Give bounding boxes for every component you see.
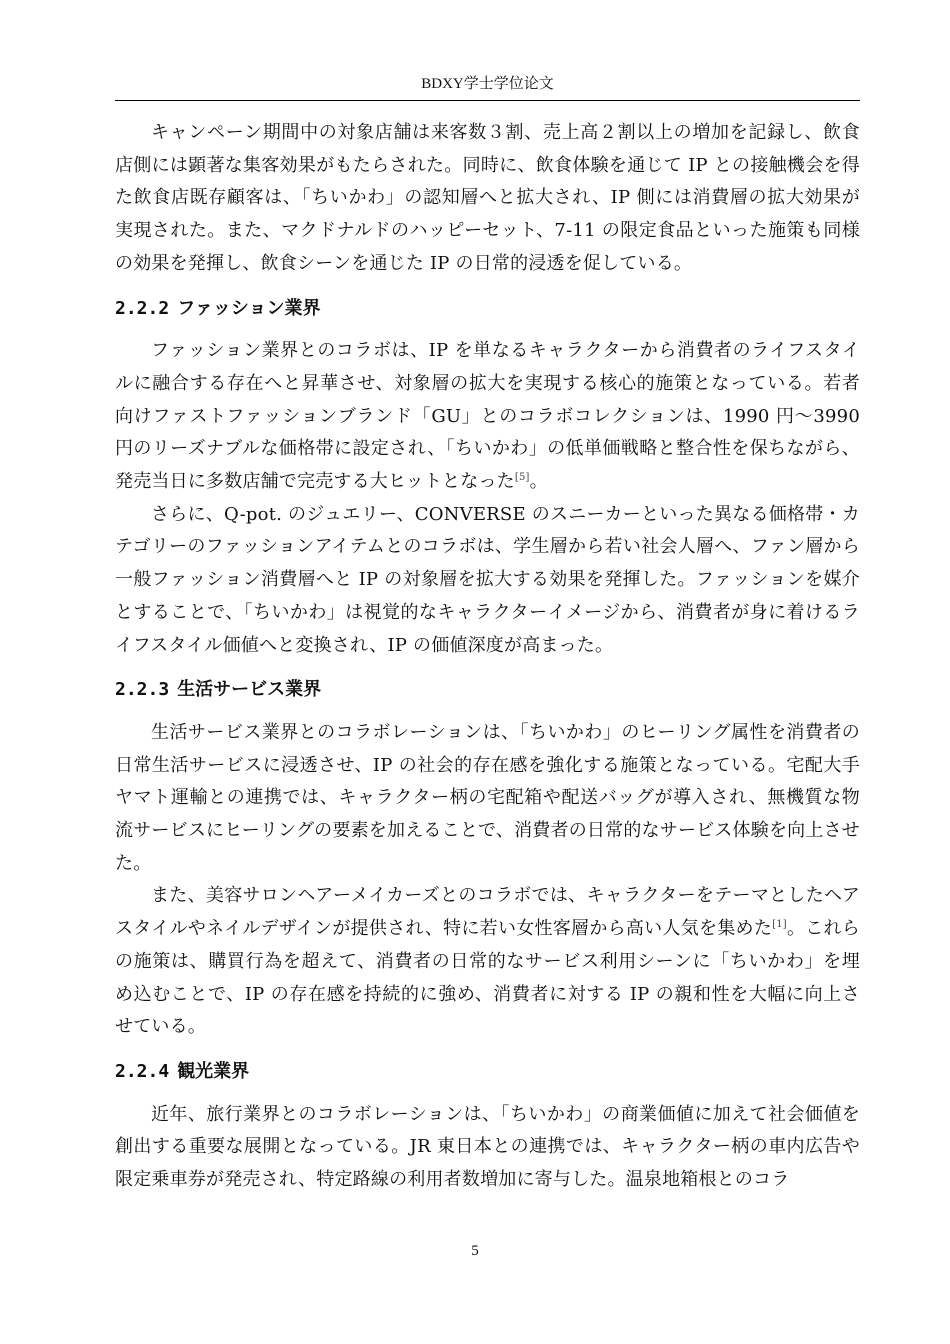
page-body	[115, 117, 860, 1197]
services-paragraph-1: 生活サービス業界とのコラボレーションは、「ちいかわ」のヒーリング属性を消費者の日常生活サービスに浸透させ、IP の社会的存在感を強化する施策となっている。宅配大手ヤマト運輸との連携では、キャラクター柄の宅配箱や配送バッグが導入され、無機質な物流サービスにヒーリングの要素を加えることで、消費者の日常的なサービス体験を向上させた。	[115, 721, 860, 874]
section-title: ファッション業界	[177, 297, 321, 319]
page-number: 5	[471, 1243, 479, 1259]
section-number: 2.2.3	[115, 679, 170, 701]
citation-ref: [1]	[772, 919, 787, 931]
section-heading-tourism	[115, 1056, 860, 1089]
paragraph-text: ファッション業界とのコラボは、IP を単なるキャラクターから消費者のライフスタイルに融合する存在へと昇華させ、対象層の拡大を実現する核心的施策となっている。若者向けファストファッションブランド「GU」とのコラボコレクションは、1990 円～3990 円のリーズナブルな価格帯に設定され、「ちいかわ」の低単価戦略と整合性を保ちながら、発売当日に多数店舗で完売する大ヒットとなった	[115, 340, 860, 493]
section-number: 2.2.4	[115, 1060, 170, 1082]
page-header: BDXY学士学位论文	[421, 76, 554, 92]
paragraph-end: 。これらの施策は、購買行為を超えて、消費者の日常的なサービス利用シーンに「ちいかわ」を埋め込むことで、IP の存在感を持続的に強め、消費者に対する IP の親和性を大幅に向上させている。	[115, 918, 860, 1038]
section-heading-services	[115, 674, 860, 707]
paragraph-text: また、美容サロンヘアーメイカーズとのコラボでは、キャラクターをテーマとしたヘアスタイルやネイルデザインが提供され、特に若い女性客層から高い人気を集めた	[115, 885, 860, 940]
paragraph-end: 。	[529, 471, 548, 493]
section-number: 2.2.2	[115, 297, 170, 319]
tourism-paragraph-1: 近年、旅行業界とのコラボレーションは、「ちいかわ」の商業価値に加えて社会価値を創出する重要な展開となっている。JR 東日本との連携では、キャラクター柄の車内広告や限定乗車券が発売され、特定路線の利用者数増加に寄与した。温泉地箱根とのコラ	[115, 1103, 860, 1191]
section-title: 生活サービス業界	[177, 679, 322, 701]
fashion-paragraph-2: さらに、Q-pot. のジュエリー、CONVERSE のスニーカーといった異なる価格帯・カテゴリーのファッションアイテムとのコラボは、学生層から若い社会人層へ、ファン層から一般ファッション消費層へと IP の対象層を拡大する効果を発揮した。ファッションを媒介とすることで、「ちいかわ」は視覚的なキャラクターイメージから、消費者が身に着けるライフスタイル価値へと変換され、IP の価値深度が高まった。	[115, 503, 860, 656]
citation-ref: [5]	[514, 472, 530, 484]
section-title: 観光業界	[177, 1060, 250, 1082]
header-rule	[115, 100, 860, 101]
section-heading-fashion	[115, 293, 860, 326]
fashion-paragraph-1	[115, 335, 860, 499]
services-paragraph-2	[115, 880, 860, 1044]
intro-paragraph: キャンペーン期間中の対象店舗は来客数３割、売上高２割以上の増加を記録し、飲食店側には顕著な集客効果がもたらされた。同時に、飲食体験を通じて IP との接触機会を得た飲食店既存顧客は、「ちいかわ」の認知層へと拡大され、IP 側には消費層の拡大効果が実現された。また、マクドナルドのハッピーセット、7-11 の限定食品といった施策も同様の効果を発揮し、飲食シーンを通じた IP の日常的浸透を促している。	[115, 122, 860, 274]
